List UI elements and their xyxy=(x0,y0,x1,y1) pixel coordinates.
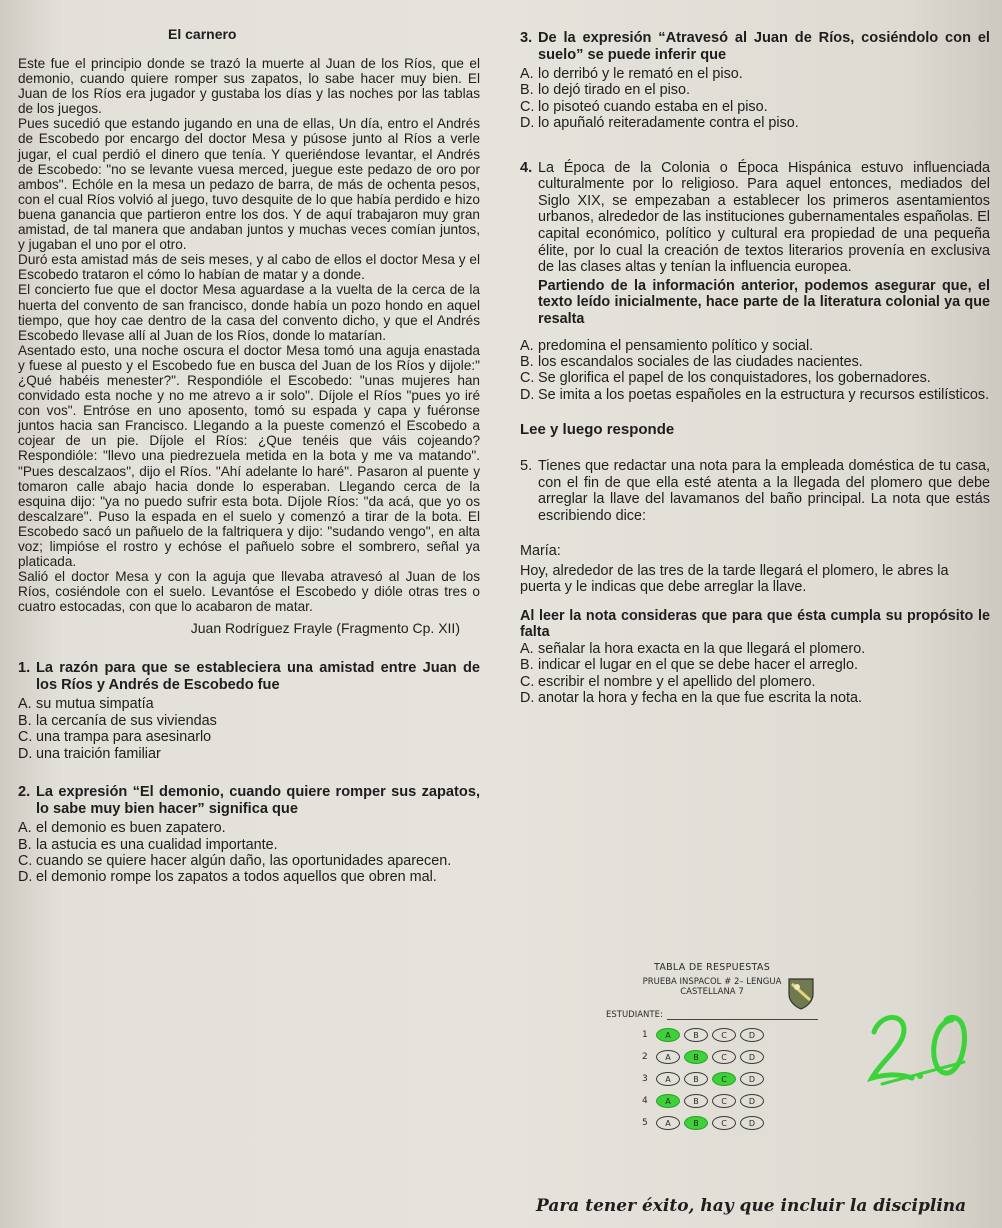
student-label: ESTUDIANTE: xyxy=(606,1010,663,1020)
option xyxy=(18,713,480,729)
question-5 xyxy=(520,458,990,706)
answer-bubble-a[interactable]: A xyxy=(656,1116,680,1130)
question-intro: Tienes que redactar una nota para la empleada doméstica de tu casa, con el fin de que ella esté atenta a la llegada del plomero que debe arreglar la llave del lavamanos del baño principal. La nota que estás escribiendo dice: xyxy=(538,458,990,524)
answer-bubble-a[interactable]: A xyxy=(656,1094,680,1108)
note-recipient: María: xyxy=(520,542,561,559)
option xyxy=(520,338,990,354)
option-text: el demonio rompe los zapatos a todos aquellos que obren mal. xyxy=(36,869,437,886)
option-letter: D. xyxy=(520,386,535,403)
option-text: cuando se quiere hacer algún daño, las oportunidades aparecen. xyxy=(36,852,452,869)
question-4 xyxy=(520,160,990,404)
option xyxy=(520,641,990,657)
answer-row xyxy=(606,1050,818,1064)
option xyxy=(18,853,480,869)
question-number: 4. xyxy=(520,159,533,176)
question-intro: La Época de la Colonia o Época Hispánica estuvo influenciada culturalmente por lo religioso. Para aquel entonces, mediados del Siglo XIX, se empezaban a establecer los primeros asentamientos urbanos, alrededor de las instituciones gubernamentales españolas. El capital económico, político y cultural era propiedad de una pequeña élite, por lo cual la creación de textos literarios provenía en exclusiva de las clases altas y tenían la influencia europea. xyxy=(538,159,990,276)
question-3 xyxy=(520,30,990,132)
answer-bubble-c[interactable]: C xyxy=(712,1072,736,1086)
option-text: señalar la hora exacta en la que llegará el plomero. xyxy=(538,640,866,657)
story-text xyxy=(18,56,480,614)
option-letter: A. xyxy=(520,66,534,82)
answer-bubble-d[interactable]: D xyxy=(740,1050,764,1064)
option-letter: B. xyxy=(18,712,32,729)
option xyxy=(520,115,990,131)
option-text: lo derribó y le remató en el piso. xyxy=(538,66,743,82)
question-stem: De la expresión “Atravesó al Juan de Ríos, cosiéndolo con el suelo” se puede inferir que xyxy=(538,30,990,63)
option-text: escribir el nombre y el apellido del plomero. xyxy=(538,673,816,690)
option xyxy=(18,696,480,712)
option-letter: D. xyxy=(520,115,535,132)
option-letter: C. xyxy=(520,98,535,115)
option-letter: C. xyxy=(18,729,33,746)
answer-table-subtitle-line: PRUEBA INSPACOL # 2– LENGUA xyxy=(642,977,782,987)
question-number: 1. xyxy=(18,660,31,677)
option-letter: D. xyxy=(18,869,33,886)
answer-table xyxy=(606,962,818,1172)
option-text: los escandalos sociales de las ciudades nacientes. xyxy=(538,353,863,370)
option xyxy=(520,690,990,706)
answer-bubble-b[interactable]: B xyxy=(684,1116,708,1130)
answer-row xyxy=(606,1072,818,1086)
answer-row-number: 1 xyxy=(642,1030,648,1040)
question-1 xyxy=(18,660,480,762)
answer-bubble-b[interactable]: B xyxy=(684,1094,708,1108)
answer-bubble-d[interactable]: D xyxy=(740,1072,764,1086)
answer-row-number: 5 xyxy=(642,1118,648,1128)
footer-motto: Para tener éxito, hay que incluir la disciplina xyxy=(536,1196,967,1216)
option-letter: B. xyxy=(520,82,534,99)
answer-bubble-c[interactable]: C xyxy=(712,1116,736,1130)
answer-table-title: TABLA DE RESPUESTAS xyxy=(653,962,771,973)
option-letter: A. xyxy=(18,696,32,713)
question-prompt: Partiendo de la información anterior, podemos asegurar que, el texto leído inicialmente, hace parte de la literatura colonial ya que resalta xyxy=(538,277,990,327)
option-letter: A. xyxy=(18,820,32,837)
option xyxy=(18,837,480,853)
option xyxy=(520,387,990,403)
option xyxy=(520,674,990,690)
option xyxy=(520,66,990,82)
option-letter: B. xyxy=(18,836,32,853)
answer-bubble-c[interactable]: C xyxy=(712,1094,736,1108)
student-field xyxy=(606,1009,818,1020)
story-paragraph: Duró esta amistad más de seis meses, y al cabo de ellos el doctor Mesa y el Escobedo trataron el cómo lo habían de matar y a donde. xyxy=(18,252,480,283)
option xyxy=(18,869,480,885)
option-text: la cercanía de sus viviendas xyxy=(36,712,217,729)
answer-bubble-c[interactable]: C xyxy=(712,1028,736,1042)
answer-bubble-a[interactable]: A xyxy=(656,1028,680,1042)
option xyxy=(18,729,480,745)
option xyxy=(520,82,990,98)
answer-bubble-b[interactable]: B xyxy=(684,1028,708,1042)
right-column xyxy=(520,30,990,707)
option-text: lo apuñaló reiteradamente contra el piso. xyxy=(538,115,799,132)
option-letter: A. xyxy=(520,337,534,354)
option-text: lo dejó tirado en el piso. xyxy=(538,82,691,99)
option-letter: B. xyxy=(520,657,534,674)
question-stem: La expresión “El demonio, cuando quiere romper sus zapatos, lo sabe muy bien hacer” significa que xyxy=(36,784,480,818)
option xyxy=(18,746,480,762)
question-number: 3. xyxy=(520,30,533,46)
story-author: Juan Rodríguez Frayle (Fragmento Cp. XII) xyxy=(190,620,460,637)
answer-row xyxy=(606,1116,818,1130)
school-shield-icon xyxy=(786,976,816,1010)
handwritten-grade xyxy=(866,1002,976,1092)
answer-row xyxy=(606,1094,818,1108)
option xyxy=(520,370,990,386)
option-letter: D. xyxy=(520,690,535,707)
option-text: el demonio es buen zapatero. xyxy=(36,820,226,837)
answer-row-number: 4 xyxy=(642,1096,648,1106)
question-stem: La razón para que se estableciera una amistad entre Juan de los Ríos y Andrés de Escobedo fue xyxy=(36,660,480,694)
option-letter: B. xyxy=(520,353,534,370)
answer-row-number: 2 xyxy=(642,1052,648,1062)
option-text: una traición familiar xyxy=(36,745,161,762)
option-text: Se imita a los poetas españoles en la estructura y recursos estilísticos. xyxy=(538,386,990,403)
option-text: su mutua simpatía xyxy=(36,696,154,713)
answer-rows xyxy=(606,1028,818,1130)
option-text: una trampa para asesinarlo xyxy=(36,729,212,746)
story-title: El carnero xyxy=(168,26,237,42)
answer-bubble-a[interactable]: A xyxy=(656,1050,680,1064)
option-letter: C. xyxy=(18,852,33,869)
option xyxy=(520,99,990,115)
option-text: la astucia es una cualidad importante. xyxy=(36,836,278,853)
option-text: anotar la hora y fecha en la que fue escrita la nota. xyxy=(538,690,863,707)
option-letter: D. xyxy=(18,745,33,762)
option xyxy=(520,354,990,370)
option-text: predomina el pensamiento político y social. xyxy=(538,337,814,354)
option xyxy=(520,657,990,673)
answer-bubble-b[interactable]: B xyxy=(684,1050,708,1064)
option-text: lo pisoteó cuando estaba en el piso. xyxy=(538,98,768,115)
option xyxy=(18,820,480,836)
answer-bubble-b[interactable]: B xyxy=(684,1072,708,1086)
answer-bubble-a[interactable]: A xyxy=(656,1072,680,1086)
option-letter: A. xyxy=(520,640,534,657)
story-paragraph: Salió el doctor Mesa y con la aguja que llevaba atravesó al Juan de los Ríos, cosiéndole con el suelo. Levantóse el Escobedo y dióle otras tres o cuatro estocadas, con que lo acabaron de matar. xyxy=(18,569,480,615)
answer-row-number: 3 xyxy=(642,1074,648,1084)
answer-bubble-d[interactable]: D xyxy=(740,1116,764,1130)
story-paragraph: Pues sucedió que estando jugando en una de ellas, Un día, entro el Andrés de Escobedo por encargo del doctor Mesa y púsose junto al Ríos a verle jugar, el cual perdió el dinero que tenía. Y queriéndose levantar, el Andrés de Escobedo: "no se levante vuesa merced, juegue este pedazo de oro por ambos". Echóle en la mesa un pedazo de barra, de más de ochenta pesos, con el cual Ríos volvió al juego, tuvo desquite de lo que había perdido e hizo buena ganancia que partieron entre los dos. Y de aquí trabajaron muy gran amistad, de tal manera que andaban juntos y muchas veces comían juntos, y jugaban el uno por el otro. xyxy=(18,116,480,253)
question-number: 2. xyxy=(18,784,31,801)
option-letter: C. xyxy=(520,370,535,387)
left-column xyxy=(18,26,480,886)
story-paragraph: Asentado esto, una noche oscura el doctor Mesa tomó una aguja enastada y fuese al puesto y el Escobedo fue en busca del Juan de los Ríos y dijole:" ¿Qué habéis menester?". Respondióle el Escobedo: "unas mujeres han convidado esta noche y no me atrevo a ir solo". Díjole el Ríos "pues yo iré con vos". Entróse en uno aposento, tomó su espada y capa y fuéronse juntos hacia san Francisco. Llegando a la pueste comenzó el Escobedo a cojear de un pie. Díjole el Ríos: ¿Que tenéis que váis cojeando? Respondióle: "llevo una piedrezuela metida en la bota y me va matando". "Pues descalzaos", dijo el Ríos. "Ahí adelante lo haré". Pasaron al puente y tomaron calle abajo hacia donde lo esperaban. Llegando cerca de la esquina dijo: "ya no puedo sufrir esta bota. Díjole Ríos: "da acá, que yo os descalzare". Puso la espada en el suelo y comenzó a tirar de la bota. El Escobedo sacó un pañuelo de la faltriquera y dijo: "sudando vengo", en alta voz; limpióse el rostro y echóse el pañuelo sobre el sombrero, señal ya platicada. xyxy=(18,342,480,570)
answer-bubble-c[interactable]: C xyxy=(712,1050,736,1064)
story-paragraph: El concierto fue que el doctor Mesa aguardase a la vuelta de la cerca de la huerta del convento de san francisco, donde había un pozo hondo en aquel tiempo, que hoy cae dentro de la casa del convento dicho, y que el Andrés Escobedo llevase allí al Juan de los Ríos, donde lo matarían. xyxy=(18,282,480,343)
answer-table-subtitle-line: CASTELLANA 7 xyxy=(680,987,744,997)
option-letter: C. xyxy=(520,673,535,690)
question-2 xyxy=(18,784,480,886)
question-prompt: Al leer la nota consideras que para que ésta cumpla su propósito le falta xyxy=(520,607,990,641)
student-name-line[interactable] xyxy=(667,1009,818,1020)
section-heading: Lee y luego responde xyxy=(520,421,675,439)
answer-bubble-d[interactable]: D xyxy=(740,1028,764,1042)
answer-row xyxy=(606,1028,818,1042)
answer-bubble-d[interactable]: D xyxy=(740,1094,764,1108)
option-text: indicar el lugar en el que se debe hacer el arreglo. xyxy=(538,657,858,674)
option-text: Se glorifica el papel de los conquistadores, los gobernadores. xyxy=(538,370,931,387)
note-body: Hoy, alrededor de las tres de la tarde llegará el plomero, le abres la puerta y le indicas que debe arreglar la llave. xyxy=(520,562,949,596)
question-number: 5. xyxy=(520,458,533,475)
story-paragraph: Este fue el principio donde se trazó la muerte al Juan de los Ríos, que el demonio, cuando quiere romper sus zapatos, lo sabe hacer muy bien. El Juan de los Ríos era jugador y gustaba los días y las noches por las tablas de los juegos. xyxy=(18,56,480,117)
